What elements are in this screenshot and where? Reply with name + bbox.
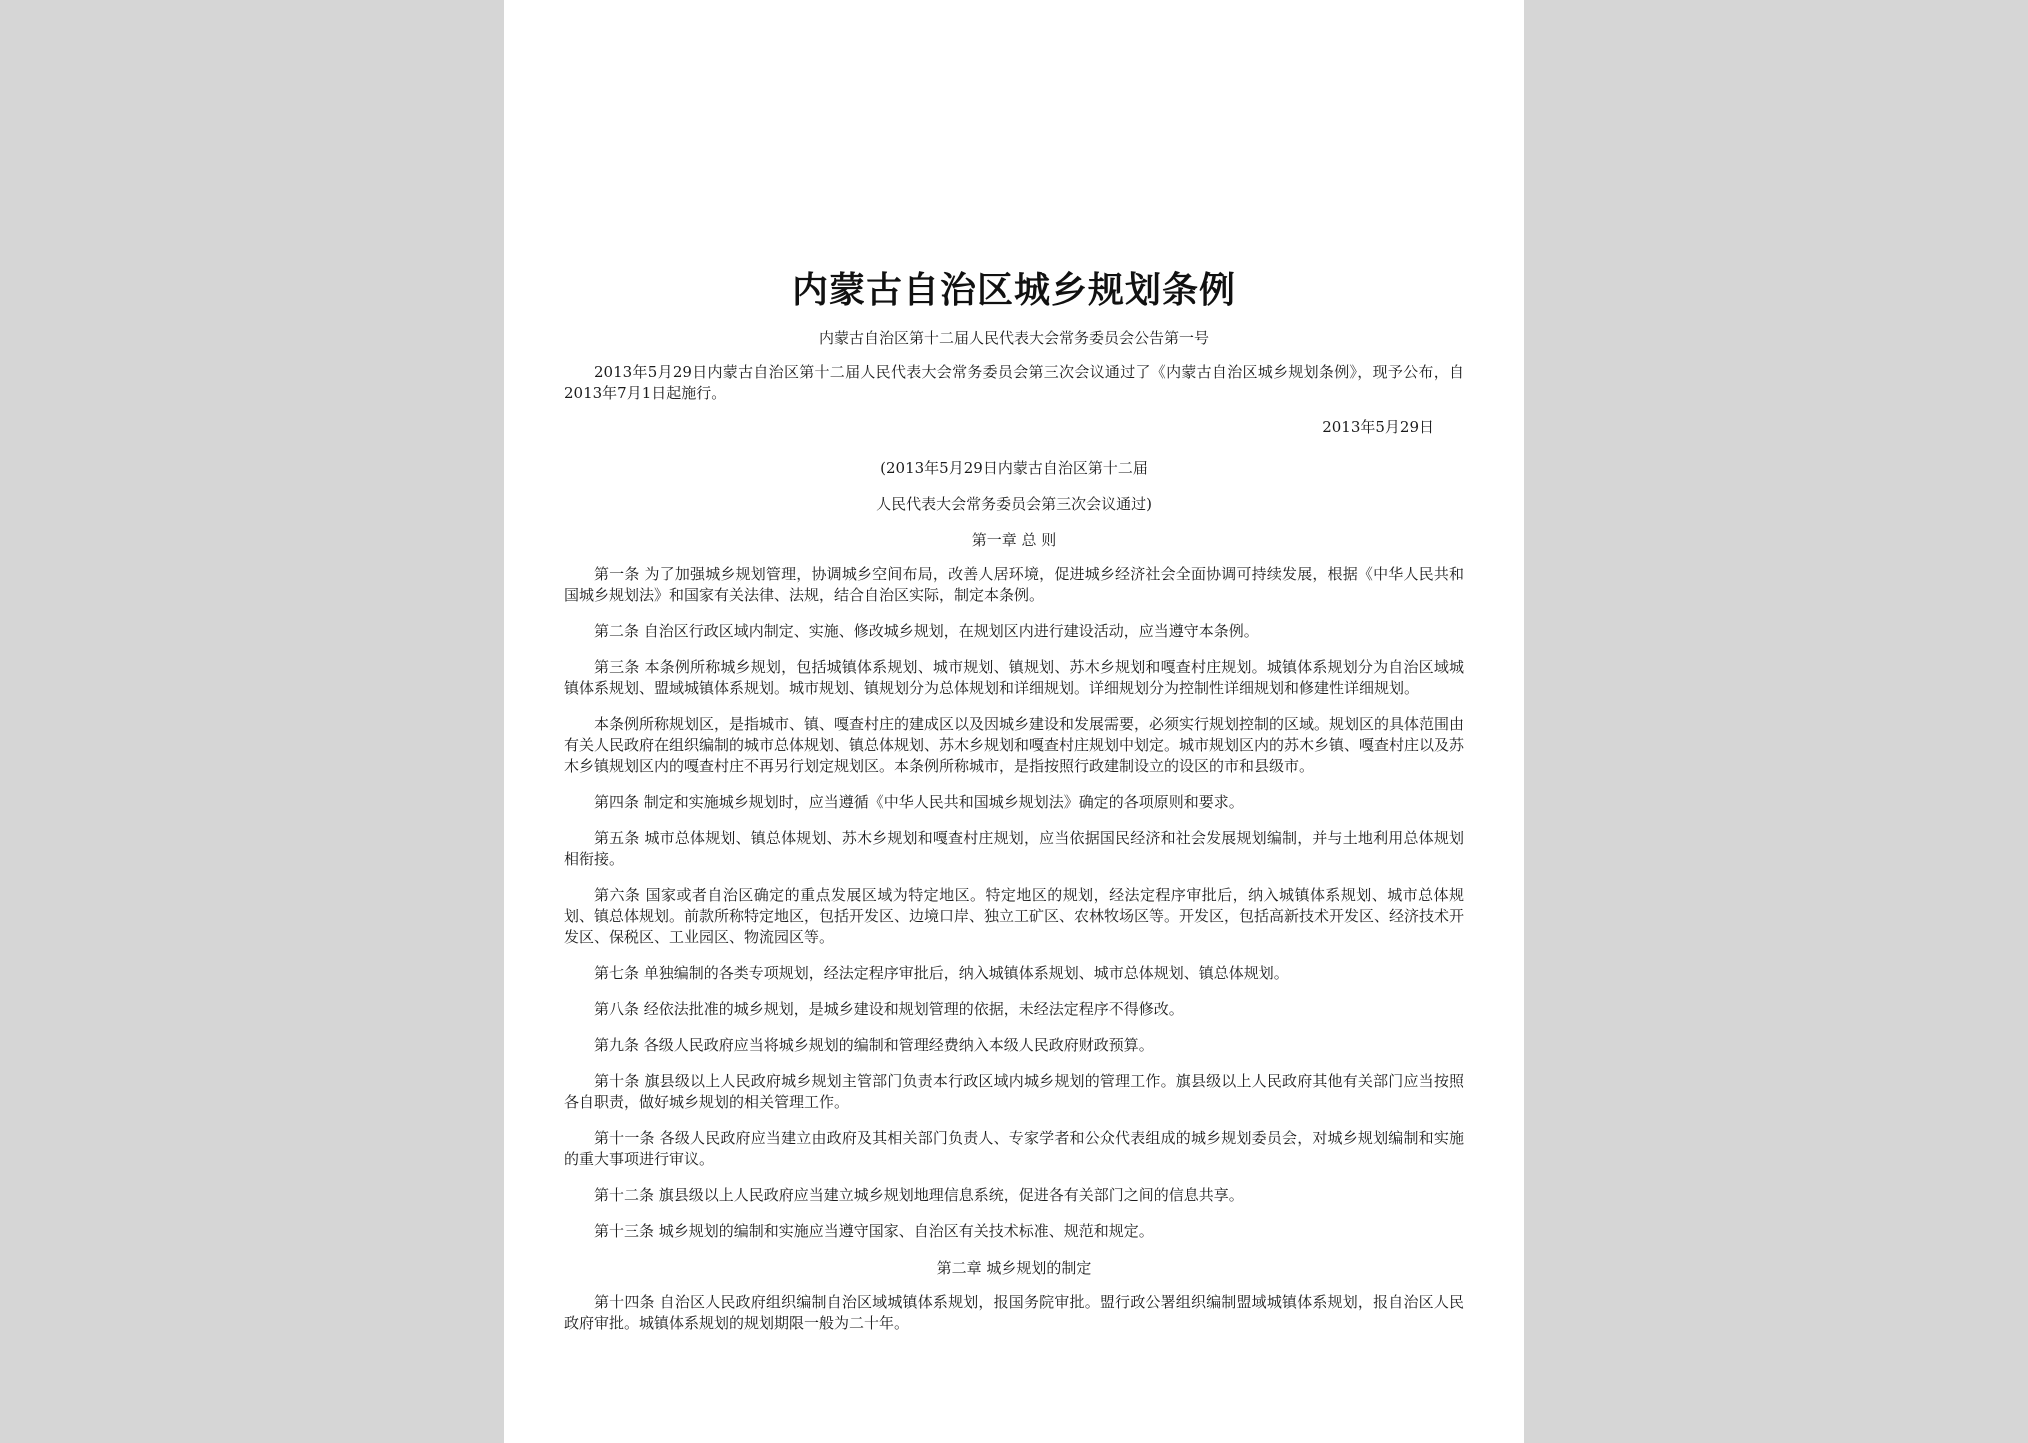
article-6: 第六条 国家或者自治区确定的重点发展区域为特定地区。特定地区的规划，经法定程序审批后，纳入城镇体系规划、城市总体规划、镇总体规划。前款所称特定地区，包括开发区、边境口岸、独立工矿区、农林牧场区等。开发区，包括高新技术开发区、经济技术开发区、保税区、工业园区、物流园区等。 [564,886,1465,946]
promulgation-paragraph: 2013年5月29日内蒙古自治区第十二届人民代表大会常务委员会第三次会议通过了《内蒙古自治区城乡规划条例》，现予公布，自2013年7月1日起施行。 [564,363,1464,402]
article-8: 第八条 经依法批准的城乡规划，是城乡建设和规划管理的依据，未经法定程序不得修改。 [594,1000,1184,1018]
article-10: 第十条 旗县级以上人民政府城乡规划主管部门负责本行政区域内城乡规划的管理工作。旗县级以上人民政府其他有关部门应当按照各自职责，做好城乡规划的相关管理工作。 [564,1072,1464,1111]
article-1: 第一条 为了加强城乡规划管理，协调城乡空间布局，改善人居环境，促进城乡经济社会全面协调可持续发展，根据《中华人民共和国城乡规划法》和国家有关法律、法规，结合自治区实际，制定本条例。 [564,565,1464,604]
article-5: 第五条 城市总体规划、镇总体规划、苏木乡规划和嘎查村庄规划，应当依据国民经济和社会发展规划编制，并与土地利用总体规划相衔接。 [564,829,1464,868]
article-12: 第十二条 旗县级以上人民政府应当建立城乡规划地理信息系统，促进各有关部门之间的信息共享。 [594,1186,1244,1204]
article-3: 第三条 本条例所称城乡规划，包括城镇体系规划、城市规划、镇规划、苏木乡规划和嘎查村庄规划。城镇体系规划分为自治区域城镇体系规划、盟域城镇体系规划。城市规划、镇规划分为总体规划和详细规划。详细规划分为控制性详细规划和修建性详细规划。 [564,658,1464,697]
adoption-note-line-2: 人民代表大会常务委员会第三次会议通过) [876,495,1152,513]
article-9: 第九条 各级人民政府应当将城乡规划的编制和管理经费纳入本级人民政府财政预算。 [594,1036,1154,1054]
document-title: 内蒙古自治区城乡规划条例 [791,269,1236,311]
chapter-1-heading: 第一章 总 则 [971,531,1057,549]
chapter-2-heading: 第二章 城乡规划的制定 [936,1259,1092,1277]
article-2: 第二条 自治区行政区域内制定、实施、修改城乡规划，在规划区内进行建设活动，应当遵守本条例。 [594,622,1259,640]
article-3-planning-area: 本条例所称规划区，是指城市、镇、嘎查村庄的建成区以及因城乡建设和发展需要，必须实行规划控制的区域。规划区的具体范围由有关人民政府在组织编制的城市总体规划、镇总体规划、苏木乡规划和嘎查村庄规划中划定。城市规划区内的苏木乡镇、嘎查村庄以及苏木乡镇规划区内的嘎查村庄不再另行划定规划区。本条例所称城市，是指按照行政建制设立的设区的市和县级市。 [564,715,1465,775]
announcement-date: 2013年5月29日 [1322,418,1434,436]
article-13: 第十三条 城乡规划的编制和实施应当遵守国家、自治区有关技术标准、规范和规定。 [594,1222,1154,1240]
article-4: 第四条 制定和实施城乡规划时，应当遵循《中华人民共和国城乡规划法》确定的各项原则和要求。 [594,793,1244,811]
announcement-number: 内蒙古自治区第十二届人民代表大会常务委员会公告第一号 [818,329,1209,347]
document-page [504,0,1524,1443]
article-14: 第十四条 自治区人民政府组织编制自治区域城镇体系规划，报国务院审批。盟行政公署组织编制盟域城镇体系规划，报自治区人民政府审批。城镇体系规划的规划期限一般为二十年。 [564,1293,1464,1332]
article-11: 第十一条 各级人民政府应当建立由政府及其相关部门负责人、专家学者和公众代表组成的城乡规划委员会，对城乡规划编制和实施的重大事项进行审议。 [564,1129,1464,1168]
article-7: 第七条 单独编制的各类专项规划，经法定程序审批后，纳入城镇体系规划、城市总体规划、镇总体规划。 [594,964,1289,982]
adoption-note-line-1: (2013年5月29日内蒙古自治区第十二届 [880,459,1148,477]
